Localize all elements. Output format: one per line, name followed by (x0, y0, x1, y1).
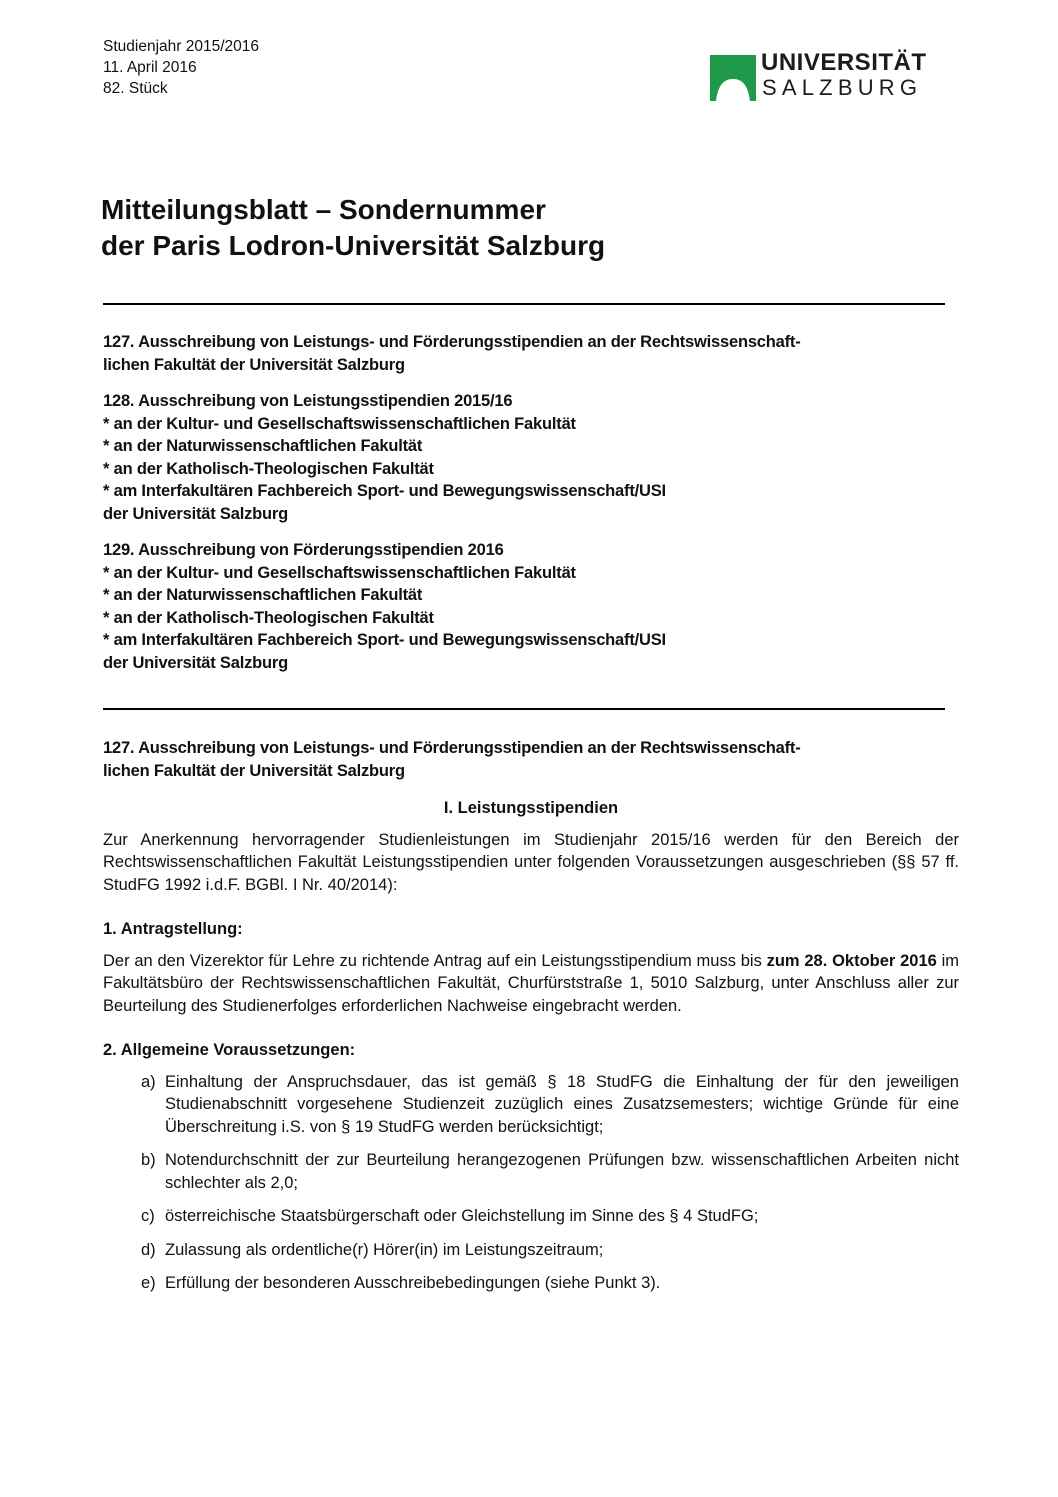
list-item (103, 1205, 959, 1228)
list-text: Notendurchschnitt der zur Beurteilung herangezogenen Prüfungen bzw. wissenschaftlichen Arbeiten nicht schlechter als 2,0; (165, 1151, 959, 1192)
toc-line: * an der Naturwissenschaftlichen Fakultät (103, 437, 423, 455)
toc-line: * an der Kultur- und Gesellschaftswissenschaftlichen Fakultät (103, 563, 576, 582)
list-text: Zulassung als ordentliche(r) Hörer(in) im Leistungszeitraum; (165, 1240, 604, 1259)
toc-entry-127 (103, 331, 963, 376)
toc-entry-129 (103, 539, 963, 674)
title-line-2: der Paris Lodron-Universität Salzburg (101, 230, 606, 261)
intro-paragraph: Zur Anerkennung hervorragender Studienleistungen im Studienjahr 2015/16 werden für den Bereich der Rechtswissenschaftlichen Fakultät Leistungsstipendien unter folgenden Voraussetzungen ausgeschrieben (§§ 57 ff. StudFG 1992 i.d.F. BGBl. I Nr. 40/2014): (103, 830, 959, 894)
subheading-leistungsstipendien: I. Leistungsstipendien (443, 799, 619, 817)
list-item (103, 1272, 959, 1295)
toc-line: * am Interfakultären Fachbereich Sport- und Bewegungswissenschaft/USI (103, 482, 666, 500)
list-label: c) (141, 1207, 155, 1225)
toc-line: der Universität Salzburg (103, 653, 288, 672)
list-item (103, 1071, 959, 1139)
list-text: Einhaltung der Anspruchsdauer, das ist gemäß § 18 StudFG die Einhaltung der für den jeweiligen Studienabschnitt vorgesehene Studienzeit zuzüglich eines Zusatzsemesters; wichtige Gründe für eine Überschreitung i.S. von § 19 StudFG werden berücksichtigt; (165, 1072, 959, 1136)
list-text: Erfüllung der besonderen Ausschreibebedingungen (siehe Punkt 3). (165, 1274, 661, 1292)
point-1-text: Der an den Vizerektor für Lehre zu richtende Antrag auf ein Leistungsstipendium muss bis (103, 951, 767, 970)
toc-entry-128 (103, 390, 963, 525)
list-label: a) (141, 1072, 156, 1091)
divider-bottom (103, 708, 945, 710)
university-logo (710, 49, 927, 104)
section-heading (103, 737, 959, 782)
toc-line: * an der Kultur- und Gesellschaftswissenschaftlichen Fakultät (103, 414, 576, 433)
section-127 (103, 737, 959, 1306)
requirements-list (103, 1071, 959, 1295)
issue-date: 11. April 2016 (103, 59, 197, 76)
toc-line: * an der Katholisch-Theologischen Fakultät (103, 608, 434, 627)
university-logo-arch-icon (710, 55, 756, 101)
section-heading-line: lichen Fakultät der Universität Salzburg (103, 761, 405, 780)
toc-line: 128. Ausschreibung von Leistungsstipendien 2015/16 (103, 392, 513, 410)
toc-line: 129. Ausschreibung von Förderungsstipendien 2016 (103, 541, 504, 559)
divider-top (103, 303, 945, 305)
list-item (103, 1149, 959, 1194)
deadline-text: zum 28. Oktober 2016 (766, 951, 937, 970)
list-label: e) (141, 1274, 156, 1292)
toc-line: * am Interfakultären Fachbereich Sport- und Bewegungswissenschaft/USI (103, 631, 666, 649)
point-1-heading: 1. Antragstellung: (103, 920, 243, 938)
toc-line: * an der Katholisch-Theologischen Fakultät (103, 459, 434, 478)
logo-text-salzburg: SALZBURG (762, 75, 923, 100)
toc-line: 127. Ausschreibung von Leistungs- und Förderungsstipendien an der Rechtswissenschaft- (103, 333, 801, 351)
issue-number: 82. Stück (103, 80, 168, 97)
academic-year: Studienjahr 2015/2016 (103, 38, 259, 55)
title-line-1: Mitteilungsblatt – Sondernummer (101, 194, 546, 225)
list-label: d) (141, 1240, 156, 1259)
toc-line: * an der Naturwissenschaftlichen Fakultät (103, 586, 423, 604)
list-text: österreichische Staatsbürgerschaft oder Gleichstellung im Sinne des § 4 StudFG; (165, 1207, 759, 1225)
logo-text-universitaet: UNIVERSITÄT (761, 49, 927, 76)
list-item (103, 1239, 959, 1262)
point-1-text: im Fakultätsbüro der Rechtswissenschaftlichen Fakultät, Churfürststraße 1, 5010 Salzburg, unter Anschluss aller zur Beurteilung des Studienerfolges erforderlichen Nachweise eingebracht werden. (103, 951, 959, 1015)
point-2-heading: 2. Allgemeine Voraussetzungen: (103, 1041, 356, 1059)
document-meta (103, 36, 259, 99)
toc-line: lichen Fakultät der Universität Salzburg (103, 355, 405, 374)
toc-line: der Universität Salzburg (103, 504, 288, 523)
table-of-contents (103, 331, 963, 688)
section-heading-line: 127. Ausschreibung von Leistungs- und Förderungsstipendien an der Rechtswissenschaft- (103, 739, 801, 757)
page-title (101, 192, 605, 264)
point-1-paragraph (103, 950, 959, 1018)
list-label: b) (141, 1151, 156, 1169)
